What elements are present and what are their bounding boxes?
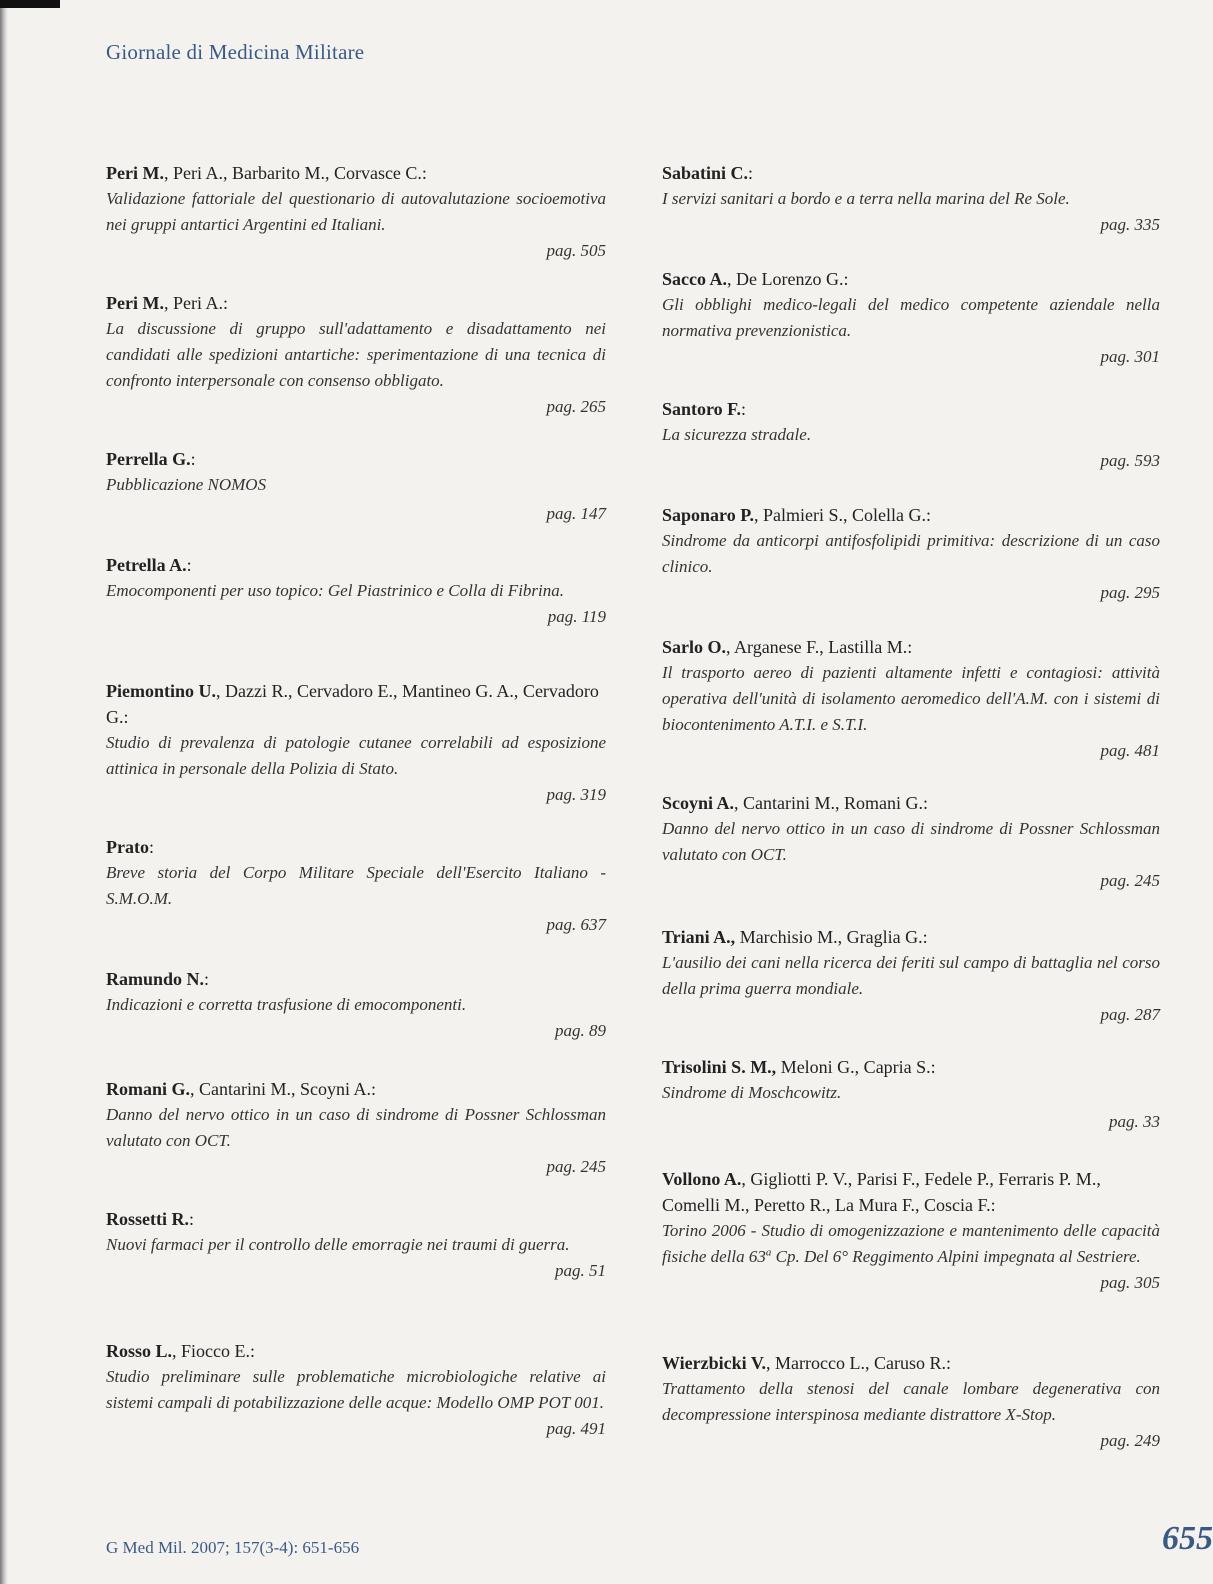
page-reference: pag. 33 — [1109, 1112, 1160, 1131]
article-title: Torino 2006 - Studio di omogenizzazione e mantenimento delle capacità fisiche della 63$^a$ Cp. Del 6° Reggimento Alpini impegnata al Sestriere. — [662, 1221, 1160, 1266]
page-reference: pag. 245 — [546, 1157, 606, 1176]
article-title: Trattamento della stenosi del canale lombare degenerativa con decompressione interspinosa mediante distrattore X-Stop. — [662, 1379, 1160, 1424]
article-title: Pubblicazione NOMOS — [106, 475, 267, 494]
co-authors: , Gigliotti P. V., Parisi F., Fedele P., Ferraris P. M., Comelli M., Peretto R., La Mura F., Coscia F.: — [662, 1169, 1101, 1215]
lead-author: Ramundo N. — [106, 969, 205, 989]
page-number: 655 — [1162, 1520, 1213, 1557]
lead-author: Triani A., — [662, 927, 736, 947]
lead-author: Petrella A. — [106, 555, 187, 575]
lead-author: Sacco A. — [662, 269, 727, 289]
lead-author: Piemontino U. — [106, 681, 216, 701]
index-entry — [106, 1206, 606, 1338]
co-authors: : — [741, 399, 747, 419]
right-column — [662, 160, 1160, 1454]
page-reference: pag. 305 — [1100, 1273, 1160, 1292]
index-entry — [106, 834, 606, 966]
lead-author: Saponaro P. — [662, 505, 755, 525]
index-entry — [106, 1076, 606, 1206]
page-reference: pag. 245 — [1100, 871, 1160, 890]
co-authors: , Cantarini M., Scoyni A.: — [190, 1079, 377, 1099]
article-title: Gli obblighi medico-legali del medico competente aziendale nella normativa prevenzionistica. — [662, 295, 1160, 340]
left-column — [106, 160, 606, 1442]
co-authors: , Marrocco L., Caruso R.: — [766, 1353, 951, 1373]
index-entry — [662, 396, 1160, 502]
co-authors: : — [190, 449, 196, 469]
index-entry — [662, 266, 1160, 396]
journal-running-head: Giornale di Medicina Militare — [106, 40, 365, 64]
article-title: La discussione di gruppo sull'adattamento e disadattamento nei candidati alle spedizioni antartiche: sperimentazione di una tecnica di confronto interpersonale con consenso obbligato. — [106, 319, 606, 390]
lead-author: Trisolini S. M., — [662, 1057, 777, 1077]
index-entry — [662, 924, 1160, 1054]
lead-author: Santoro F. — [662, 399, 742, 419]
co-authors: : — [189, 1209, 195, 1229]
co-authors: , Palmieri S., Colella G.: — [754, 505, 932, 525]
lead-author: Sarlo O. — [662, 637, 727, 657]
index-entry — [662, 160, 1160, 266]
index-entry — [662, 790, 1160, 924]
index-entry — [106, 678, 606, 834]
page-reference: pag. 265 — [546, 397, 606, 416]
co-authors: Meloni G., Capria S.: — [776, 1057, 936, 1077]
co-authors: : — [148, 837, 154, 857]
article-title: Studio preliminare sulle problematiche microbiologiche relative ai sistemi campali di potabilizzazione delle acque: Modello OMP POT 001. — [106, 1367, 606, 1412]
article-title: Sindrome da anticorpi antifosfolipidi primitiva: descrizione di un caso clinico. — [662, 531, 1160, 576]
page-reference: pag. 89 — [555, 1021, 606, 1040]
co-authors: : — [186, 555, 192, 575]
page-reference: pag. 119 — [547, 607, 606, 626]
lead-author: Perrella G. — [106, 449, 191, 469]
page-reference: pag. 295 — [1100, 583, 1160, 602]
page-reference: pag. 505 — [546, 241, 606, 260]
index-entry — [106, 160, 606, 290]
lead-author: Peri M. — [106, 163, 164, 183]
co-authors: Marchisio M., Graglia G.: — [735, 927, 928, 947]
lead-author: Wierzbicki V. — [662, 1353, 767, 1373]
page-reference: pag. 249 — [1100, 1431, 1160, 1450]
page-reference: pag. 301 — [1100, 347, 1160, 366]
co-authors: , Peri A.: — [163, 293, 228, 313]
co-authors: , De Lorenzo G.: — [727, 269, 849, 289]
page-reference: pag. 593 — [1100, 451, 1160, 470]
lead-author: Romani G. — [106, 1079, 191, 1099]
article-title: Validazione fattoriale del questionario di autovalutazione socioemotiva nei gruppi antartici Argentini ed Italiani. — [106, 189, 606, 234]
index-entry — [662, 634, 1160, 790]
co-authors: , Dazzi R., Cervadoro E., Mantineo G. A., Cervadoro G.: — [106, 681, 599, 727]
index-entry — [106, 552, 606, 678]
co-authors: , Fiocco E.: — [172, 1341, 256, 1361]
binding-shadow — [0, 0, 8, 1584]
page-reference: pag. 335 — [1100, 215, 1160, 234]
article-title: L'ausilio dei cani nella ricerca dei feriti sul campo di battaglia nel corso della prima guerra mondiale. — [662, 953, 1160, 998]
page-reference: pag. 637 — [546, 915, 606, 934]
page-reference: pag. 319 — [546, 785, 606, 804]
lead-author: Vollono A. — [662, 1169, 742, 1189]
footer-citation: G Med Mil. 2007; 157(3-4): 651-656 — [106, 1538, 360, 1557]
co-authors: , Cantarini M., Romani G.: — [734, 793, 929, 813]
page-reference: pag. 147 — [546, 504, 606, 523]
article-title: Il trasporto aereo di pazienti altamente infetti e contagiosi: attività operativa dell'unità di isolamento aeromedico dell'A.M. con i sistemi di biocontenimento A.T.I. e S.T.I. — [662, 663, 1160, 734]
lead-author: Rosso L. — [106, 1341, 173, 1361]
co-authors: , Peri A., Barbarito M., Corvasce C.: — [163, 163, 427, 183]
index-entry — [662, 502, 1160, 634]
lead-author: Rossetti R. — [106, 1209, 189, 1229]
article-title: La sicurezza stradale. — [662, 425, 812, 444]
co-authors: : — [204, 969, 210, 989]
co-authors: , Arganese F., Lastilla M.: — [726, 637, 913, 657]
article-title: Sindrome di Moschcowitz. — [662, 1083, 842, 1102]
article-title: Studio di prevalenza di patologie cutanee correlabili ad esposizione attinica in personale della Polizia di Stato. — [106, 733, 606, 778]
article-title: Danno del nervo ottico in un caso di sindrome di Possner Schlossman valutato con OCT. — [106, 1105, 606, 1150]
page-reference: pag. 287 — [1100, 1005, 1160, 1024]
index-entry — [662, 1166, 1160, 1350]
index-entry — [106, 1338, 606, 1442]
article-title: Breve storia del Corpo Militare Speciale dell'Esercito Italiano - S.M.O.M. — [106, 863, 606, 908]
index-entry — [106, 446, 606, 552]
article-title: I servizi sanitari a bordo e a terra nella marina del Re Sole. — [662, 189, 1070, 208]
index-entry — [662, 1350, 1160, 1454]
page-reference: pag. 491 — [546, 1419, 606, 1438]
index-entry — [106, 290, 606, 446]
top-edge-mark — [0, 0, 60, 8]
article-title: Indicazioni e corretta trasfusione di emocomponenti. — [106, 995, 467, 1014]
co-authors: : — [748, 163, 754, 183]
page-reference: pag. 51 — [555, 1261, 606, 1280]
article-title: Emocomponenti per uso topico: Gel Piastrinico e Colla di Fibrina. — [106, 581, 565, 600]
article-title: Danno del nervo ottico in un caso di sindrome di Possner Schlossman valutato con OCT. — [662, 819, 1160, 864]
page-reference: pag. 481 — [1100, 741, 1160, 760]
index-entry — [662, 1054, 1160, 1166]
lead-author: Peri M. — [106, 293, 164, 313]
lead-author: Sabatini C. — [662, 163, 749, 183]
lead-author: Prato — [106, 837, 149, 857]
lead-author: Scoyni A. — [662, 793, 735, 813]
index-entry — [106, 966, 606, 1076]
article-title: Nuovi farmaci per il controllo delle emorragie nei traumi di guerra. — [106, 1235, 570, 1254]
